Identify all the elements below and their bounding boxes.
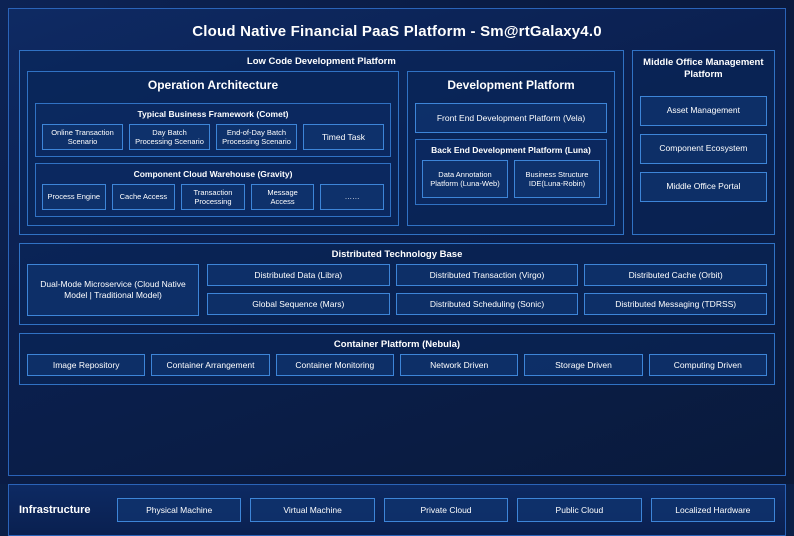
infrastructure-item[interactable]: Localized Hardware bbox=[651, 498, 775, 522]
infrastructure-label: Infrastructure bbox=[19, 504, 91, 516]
component-item[interactable]: Process Engine bbox=[42, 184, 106, 210]
operation-architecture-panel bbox=[27, 71, 399, 226]
middle-office-title: Middle Office Management Platform bbox=[643, 57, 764, 81]
framework-item[interactable]: Online Transaction Scenario bbox=[42, 124, 123, 150]
framework-item[interactable]: End-of-Day Batch Processing Scenario bbox=[216, 124, 297, 150]
container-item[interactable]: Container Arrangement bbox=[151, 354, 269, 376]
container-item[interactable]: Container Monitoring bbox=[276, 354, 394, 376]
front-end-development-platform[interactable]: Front End Development Platform (Vela) bbox=[415, 103, 607, 133]
framework-item[interactable]: Day Batch Processing Scenario bbox=[129, 124, 210, 150]
back-end-items bbox=[422, 160, 600, 198]
page-title: Cloud Native Financial PaaS Platform - Sm@rtGalaxy4.0 bbox=[192, 23, 602, 40]
infrastructure-items bbox=[117, 498, 775, 522]
distributed-capability-grid bbox=[207, 264, 767, 316]
component-cloud-warehouse-title: Component Cloud Warehouse (Gravity) bbox=[133, 169, 293, 179]
container-platform-title: Container Platform (Nebula) bbox=[333, 339, 461, 350]
distributed-item[interactable]: Distributed Messaging (TDRSS) bbox=[584, 293, 767, 315]
distributed-item[interactable]: Distributed Cache (Orbit) bbox=[584, 264, 767, 286]
container-platform-items bbox=[27, 354, 767, 376]
infrastructure-item[interactable]: Public Cloud bbox=[517, 498, 641, 522]
dual-mode-microservice[interactable]: Dual-Mode Microservice (Cloud Native Model | Traditional Model) bbox=[27, 264, 199, 316]
middle-office-management-platform-panel bbox=[632, 50, 775, 235]
back-end-development-platform-title: Back End Development Platform (Luna) bbox=[431, 145, 591, 155]
operation-architecture-title: Operation Architecture bbox=[147, 78, 279, 92]
distributed-item[interactable]: Global Sequence (Mars) bbox=[207, 293, 390, 315]
low-code-title: Low Code Development Platform bbox=[246, 56, 396, 67]
distributed-item[interactable]: Distributed Data (Libra) bbox=[207, 264, 390, 286]
upper-section bbox=[19, 50, 775, 235]
container-item[interactable]: Storage Driven bbox=[524, 354, 642, 376]
outer-frame bbox=[8, 8, 786, 476]
typical-business-framework-title: Typical Business Framework (Comet) bbox=[137, 109, 289, 119]
component-cloud-warehouse-items bbox=[42, 184, 384, 210]
distributed-technology-base-title: Distributed Technology Base bbox=[331, 249, 463, 260]
distributed-item[interactable]: Distributed Transaction (Virgo) bbox=[396, 264, 579, 286]
infrastructure-panel bbox=[8, 484, 786, 536]
back-end-item[interactable]: Data Annotation Platform (Luna-Web) bbox=[422, 160, 508, 198]
container-platform-panel bbox=[19, 333, 775, 385]
framework-item[interactable]: Timed Task bbox=[303, 124, 384, 150]
component-item[interactable]: Transaction Processing bbox=[181, 184, 245, 210]
container-item[interactable]: Image Repository bbox=[27, 354, 145, 376]
distributed-item[interactable]: Distributed Scheduling (Sonic) bbox=[396, 293, 579, 315]
distributed-technology-base-panel bbox=[19, 243, 775, 325]
middle-office-item[interactable]: Asset Management bbox=[640, 96, 767, 126]
low-code-columns bbox=[27, 71, 616, 226]
infrastructure-item[interactable]: Private Cloud bbox=[384, 498, 508, 522]
component-item[interactable]: Message Access bbox=[251, 184, 315, 210]
component-item[interactable]: Cache Access bbox=[112, 184, 176, 210]
infrastructure-item[interactable]: Physical Machine bbox=[117, 498, 241, 522]
typical-business-framework-panel bbox=[35, 103, 391, 157]
distributed-technology-base-body bbox=[27, 264, 767, 316]
component-cloud-warehouse-panel bbox=[35, 163, 391, 217]
back-end-development-platform-panel bbox=[415, 139, 607, 205]
container-item[interactable]: Computing Driven bbox=[649, 354, 767, 376]
distributed-row-1 bbox=[207, 264, 767, 286]
middle-office-item[interactable]: Middle Office Portal bbox=[640, 172, 767, 202]
container-item[interactable]: Network Driven bbox=[400, 354, 518, 376]
component-item[interactable]: …… bbox=[320, 184, 384, 210]
development-platform-panel bbox=[407, 71, 615, 226]
middle-office-item[interactable]: Component Ecosystem bbox=[640, 134, 767, 164]
typical-business-framework-items bbox=[42, 124, 384, 150]
low-code-development-platform-panel bbox=[19, 50, 624, 235]
dual-mode-microservice-wrapper bbox=[27, 264, 199, 316]
development-platform-title: Development Platform bbox=[447, 78, 575, 92]
back-end-item[interactable]: Business Structure IDE(Luna-Robin) bbox=[514, 160, 600, 198]
infrastructure-item[interactable]: Virtual Machine bbox=[250, 498, 374, 522]
distributed-row-2 bbox=[207, 293, 767, 315]
